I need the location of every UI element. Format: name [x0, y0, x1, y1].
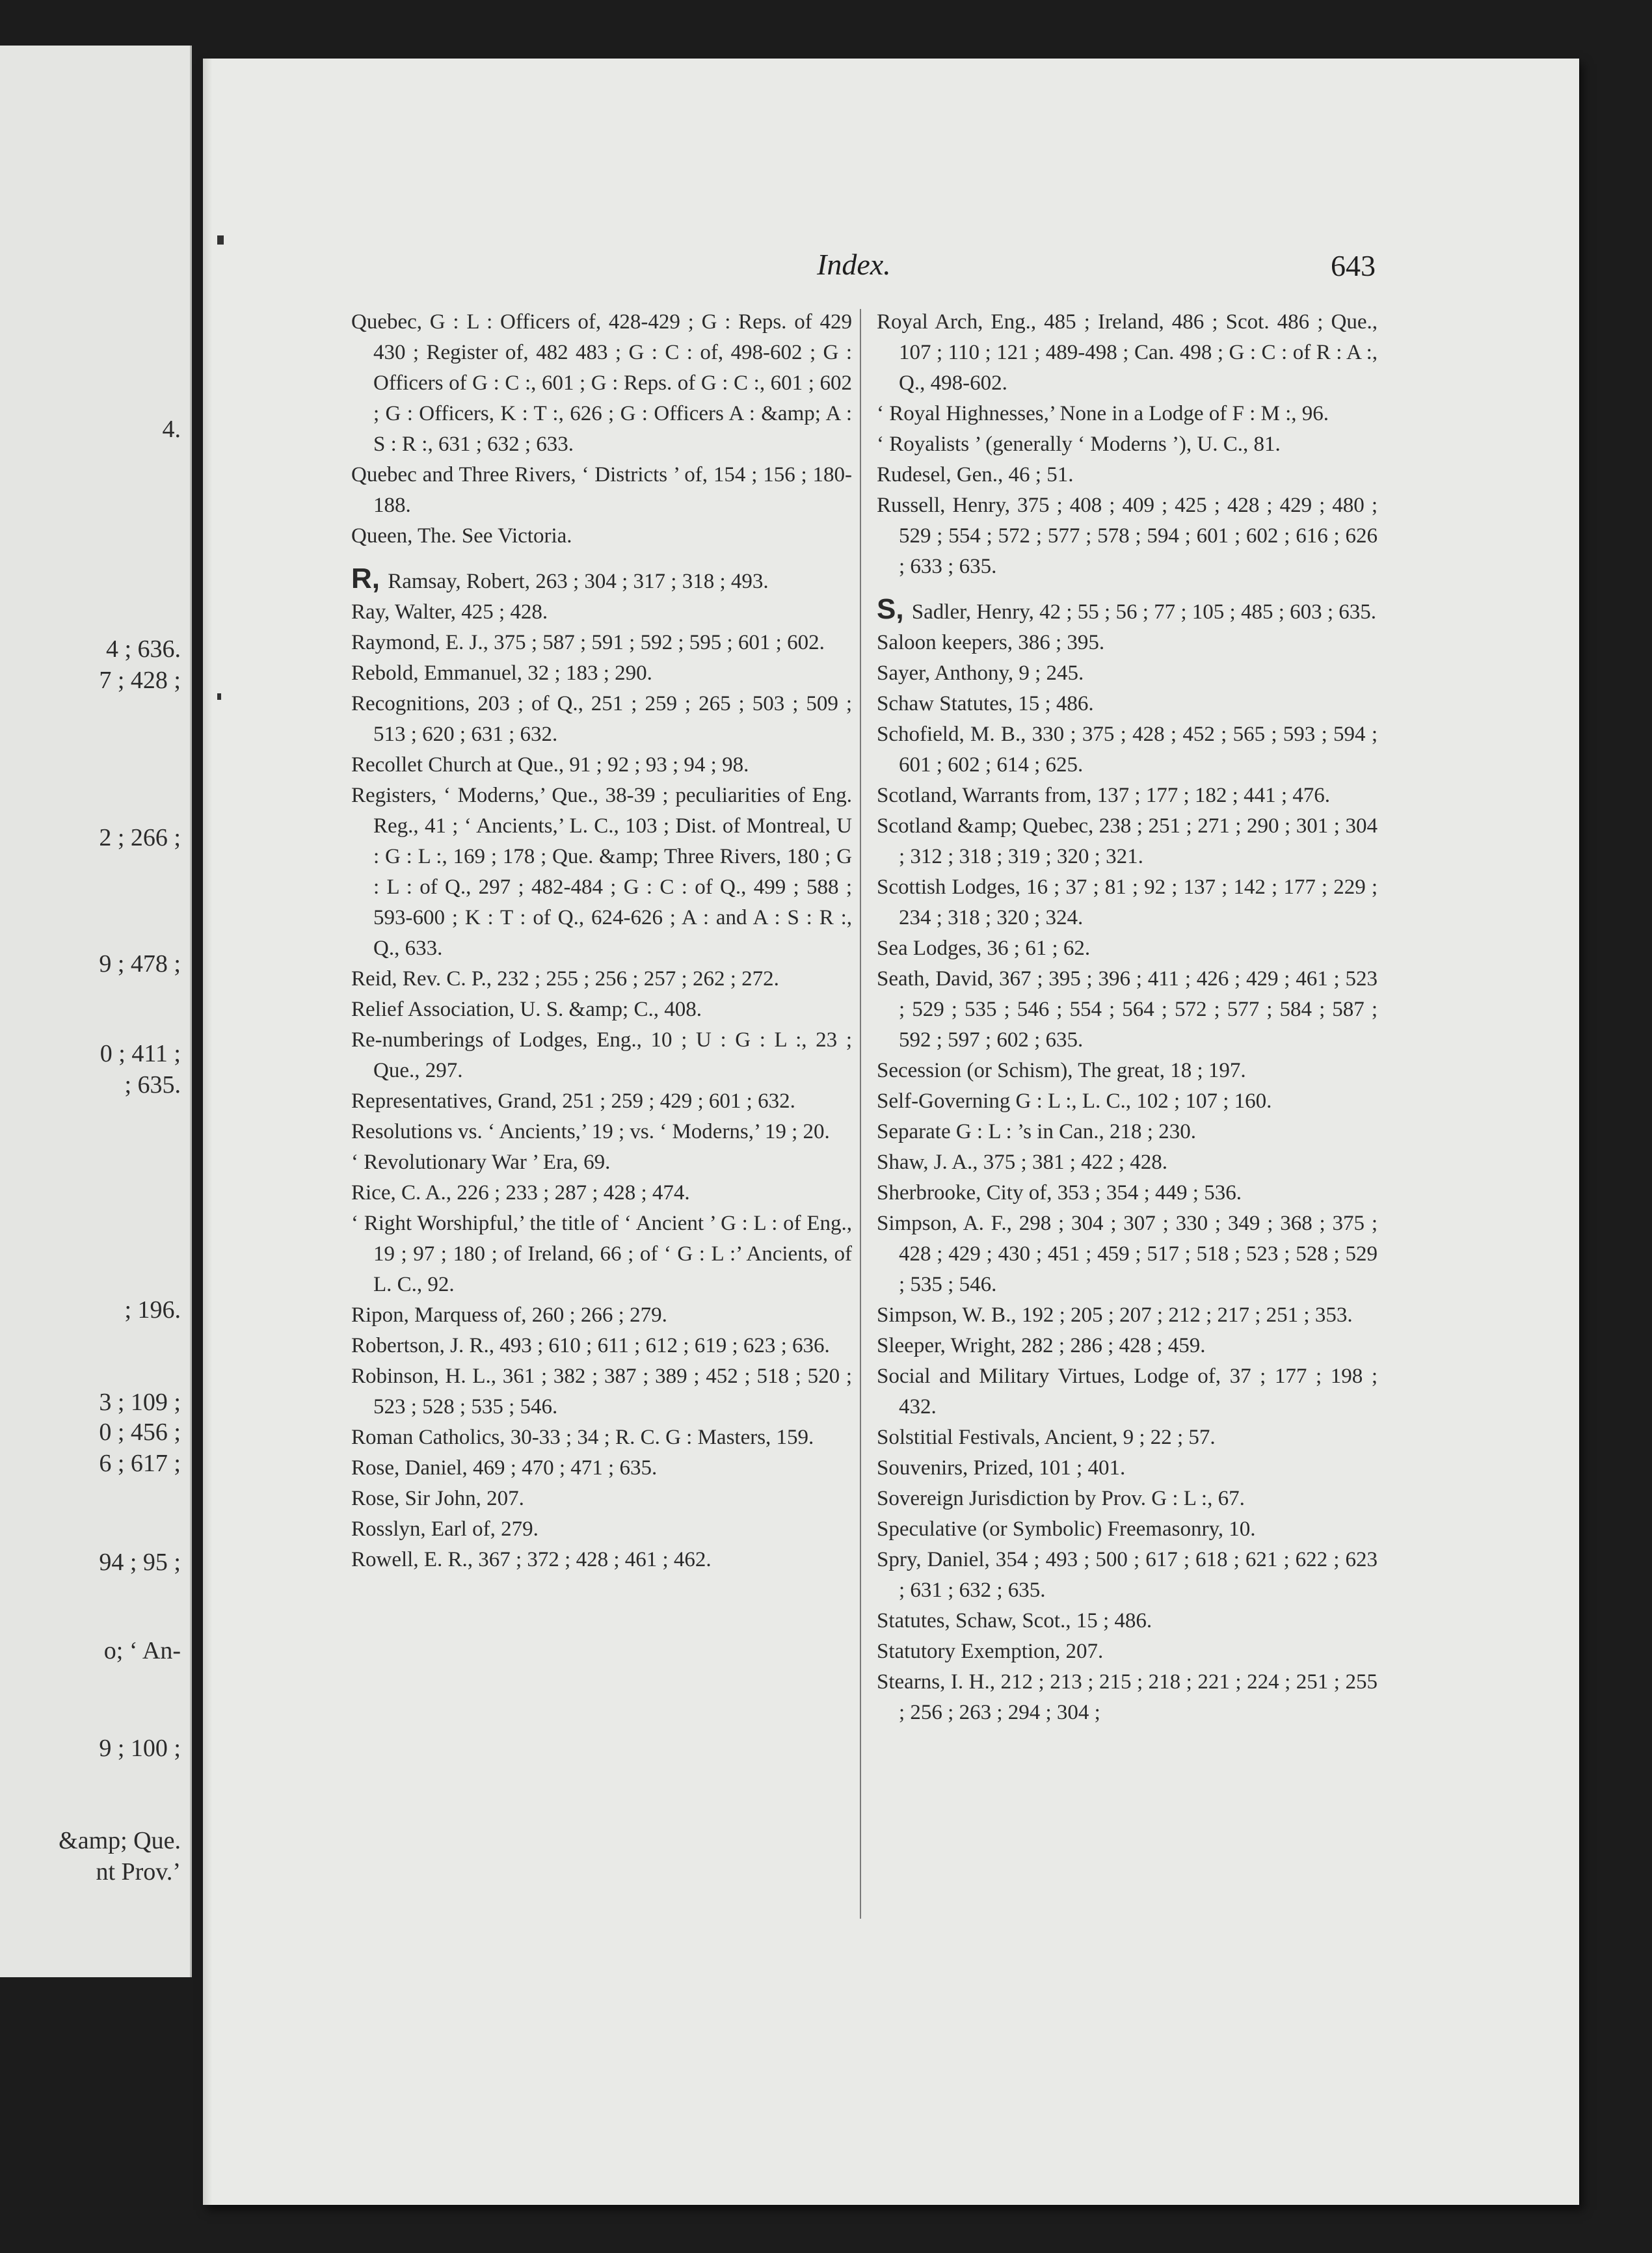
facing-page-fragment: 4 ; 636. — [105, 635, 181, 663]
index-entry — [351, 460, 852, 521]
index-entry — [877, 1208, 1378, 1300]
index-entry-text: Schaw Statutes, 15 ; 486. — [877, 692, 1094, 715]
index-entry — [351, 780, 852, 964]
index-entry-text: Sea Lodges, 36 ; 61 ; 62. — [877, 937, 1091, 960]
index-entry-text: Sayer, Anthony, 9 ; 245. — [877, 661, 1084, 685]
facing-page-fragment: 3 ; 109 ; — [99, 1389, 181, 1416]
index-entry-text: Ramsay, Robert, 263 ; 304 ; 317 ; 318 ; 493. — [388, 570, 769, 593]
index-entry — [877, 1422, 1378, 1453]
index-entry-text: Stearns, I. H., 212 ; 213 ; 215 ; 218 ; 221 ; 224 ; 251 ; 255 ; 256 ; 263 ; 294 ; 304 ; — [877, 1670, 1378, 1724]
index-entry — [877, 1178, 1378, 1208]
index-entry-text: Sadler, Henry, 42 ; 55 ; 56 ; 77 ; 105 ; 485 ; 603 ; 635. — [911, 600, 1377, 624]
index-entry-text: Reid, Rev. C. P., 232 ; 255 ; 256 ; 257 ; 262 ; 272. — [351, 967, 779, 991]
index-entry — [351, 1025, 852, 1086]
facing-page-fragment: 7 ; 428 ; — [99, 667, 181, 694]
index-entry-text: Queen, The. See Victoria. — [351, 524, 572, 548]
index-entry-text: Scottish Lodges, 16 ; 37 ; 81 ; 92 ; 137 ; 142 ; 177 ; 229 ; 234 ; 318 ; 320 ; 324. — [877, 875, 1378, 929]
index-entry — [877, 1086, 1378, 1117]
index-entry — [877, 933, 1378, 964]
facing-page-fragment: o; ‘ An- — [103, 1637, 181, 1664]
index-column-right — [877, 307, 1378, 1728]
index-entry — [877, 460, 1378, 490]
index-column-left — [351, 307, 852, 1575]
index-entry-text: Rosslyn, Earl of, 279. — [351, 1517, 539, 1541]
index-entry — [877, 1361, 1378, 1422]
index-entry — [351, 1484, 852, 1514]
index-entry-text: Self-Governing G : L :, L. C., 102 ; 107 ; 160. — [877, 1089, 1272, 1113]
index-entry-text: Separate G : L : ’s in Can., 218 ; 230. — [877, 1120, 1196, 1143]
facing-page-fragment: &amp; Que. — [59, 1827, 181, 1854]
index-entry — [351, 750, 852, 780]
index-entry-text: Sovereign Jurisdiction by Prov. G : L :, 67. — [877, 1487, 1245, 1510]
index-entry-text: Solstitial Festivals, Ancient, 9 ; 22 ; 57. — [877, 1426, 1216, 1449]
index-entry — [351, 1453, 852, 1484]
index-entry-text: Secession (or Schism), The great, 18 ; 197. — [877, 1059, 1246, 1082]
index-entry-text: Rose, Sir John, 207. — [351, 1487, 524, 1510]
facing-page — [0, 46, 192, 1977]
index-entry — [877, 1484, 1378, 1514]
index-entry-text: Russell, Henry, 375 ; 408 ; 409 ; 425 ; 428 ; 429 ; 480 ; 529 ; 554 ; 572 ; 577 ; 578 ; 594 ; 601 ; 602 ; 616 ; 626 ; 633 ; 635. — [877, 494, 1378, 578]
page-edge-shadow — [203, 59, 212, 2205]
index-entry — [877, 1667, 1378, 1728]
index-entry-text: ‘ Right Worshipful,’ the title of ‘ Ancient ’ G : L : of Eng., 19 ; 97 ; 180 ; of Ireland, 66 ; of ‘ G : L :’ Ancients, of L. C., 92. — [351, 1212, 852, 1296]
index-entry — [351, 1208, 852, 1300]
index-entry-text: Spry, Daniel, 354 ; 493 ; 500 ; 617 ; 618 ; 621 ; 622 ; 623 ; 631 ; 632 ; 635. — [877, 1548, 1378, 1602]
index-entry — [351, 1361, 852, 1422]
index-entry-text: Quebec and Three Rivers, ‘ Districts ’ of, 154 ; 156 ; 180-188. — [351, 463, 852, 517]
index-entry — [877, 1606, 1378, 1636]
index-entry — [877, 1331, 1378, 1361]
index-entry-text: Quebec, G : L : Officers of, 428-429 ; G : Reps. of 429 430 ; Register of, 482 483 ; G : C : of, 498-602 ; G : Officers of G : C :, 601 ; G : Reps. of G : C :, 601 ; 602 ; G : Officers, K : T :, 626 ; G : Officers A : &amp; A : S : R :, 631 ; 632 ; 633. — [351, 310, 852, 456]
index-entry — [877, 1514, 1378, 1545]
index-entry — [877, 307, 1378, 399]
index-entry-text: Shaw, J. A., 375 ; 381 ; 422 ; 428. — [877, 1151, 1168, 1174]
index-entry — [877, 719, 1378, 780]
index-entry — [877, 780, 1378, 811]
index-entry-text: Registers, ‘ Moderns,’ Que., 38-39 ; peculiarities of Eng. Reg., 41 ; ‘ Ancients,’ L. C., 103 ; Dist. of Montreal, U : G : L :, 169 ; 178 ; Que. &amp; Three Rivers, 180 ; G : L : of Q., 297 ; 482-484 ; G : C : of Q., 499 ; 588 ; 593-600 ; K : T : of Q., 624-626 ; A : and A : S : R :, Q., 633. — [351, 784, 852, 960]
facing-page-fragment: nt Prov.’ — [96, 1858, 181, 1886]
facing-page-fragment: 0 ; 456 ; — [99, 1419, 181, 1446]
index-entry — [877, 658, 1378, 689]
index-entry-text: Robinson, H. L., 361 ; 382 ; 387 ; 389 ; 452 ; 518 ; 520 ; 523 ; 528 ; 535 ; 546. — [351, 1365, 852, 1419]
running-head-title: Index. — [817, 248, 891, 281]
index-entry-text: Seath, David, 367 ; 395 ; 396 ; 411 ; 426 ; 429 ; 461 ; 523 ; 529 ; 535 ; 546 ; 554 ; 564 ; 572 ; 577 ; 584 ; 587 ; 592 ; 597 ; 602 ; 635. — [877, 967, 1378, 1052]
index-entry-text: Resolutions vs. ‘ Ancients,’ 19 ; vs. ‘ Moderns,’ 19 ; 20. — [351, 1120, 830, 1143]
index-entry — [351, 563, 852, 597]
index-entry — [877, 1636, 1378, 1667]
index-entry-text: Simpson, W. B., 192 ; 205 ; 207 ; 212 ; 217 ; 251 ; 353. — [877, 1303, 1353, 1327]
index-entry-text: Roman Catholics, 30-33 ; 34 ; R. C. G : Masters, 159. — [351, 1426, 814, 1449]
section-letter: R, — [351, 563, 388, 594]
facing-page-fragment: 0 ; 411 ; — [100, 1040, 181, 1067]
index-entry-text: Schofield, M. B., 330 ; 375 ; 428 ; 452 ; 565 ; 593 ; 594 ; 601 ; 602 ; 614 ; 625. — [877, 723, 1378, 777]
page-number: 643 — [1331, 249, 1376, 282]
index-entry — [351, 1178, 852, 1208]
index-entry-text: Rowell, E. R., 367 ; 372 ; 428 ; 461 ; 462. — [351, 1548, 712, 1571]
index-entry — [877, 628, 1378, 658]
index-entry-text: Simpson, A. F., 298 ; 304 ; 307 ; 330 ; 349 ; 368 ; 375 ; 428 ; 429 ; 430 ; 451 ; 459 ; 517 ; 518 ; 523 ; 528 ; 529 ; 535 ; 546. — [877, 1212, 1378, 1296]
index-entry — [351, 994, 852, 1025]
index-entry-text: Robertson, J. R., 493 ; 610 ; 611 ; 612 ; 619 ; 623 ; 636. — [351, 1334, 830, 1357]
facing-page-fragment: 94 ; 95 ; — [99, 1549, 181, 1576]
index-entry — [877, 1056, 1378, 1086]
index-entry-text: Relief Association, U. S. &amp; C., 408. — [351, 998, 702, 1021]
index-entry-text: Speculative (or Symbolic) Freemasonry, 10. — [877, 1517, 1256, 1541]
index-entry-text: Scotland &amp; Quebec, 238 ; 251 ; 271 ; 290 ; 301 ; 304 ; 312 ; 318 ; 319 ; 320 ; 321. — [877, 814, 1378, 868]
index-entry-text: Rice, C. A., 226 ; 233 ; 287 ; 428 ; 474. — [351, 1181, 690, 1205]
index-entry-text: Raymond, E. J., 375 ; 587 ; 591 ; 592 ; 595 ; 601 ; 602. — [351, 631, 825, 654]
facing-page-fragment: 9 ; 100 ; — [99, 1735, 181, 1762]
index-entry — [351, 597, 852, 628]
index-entry — [351, 1545, 852, 1575]
facing-page-fragment: 2 ; 266 ; — [99, 824, 181, 851]
index-entry-text: Rudesel, Gen., 46 ; 51. — [877, 463, 1074, 487]
index-entry — [877, 399, 1378, 429]
index-entry — [877, 490, 1378, 582]
index-entry — [877, 1147, 1378, 1178]
index-entry — [877, 1117, 1378, 1147]
index-entry-text: Statutes, Schaw, Scot., 15 ; 486. — [877, 1609, 1152, 1633]
index-entry — [351, 1514, 852, 1545]
index-entry — [351, 1086, 852, 1117]
index-entry — [351, 689, 852, 750]
index-entry — [877, 872, 1378, 933]
index-entry-text: Ripon, Marquess of, 260 ; 266 ; 279. — [351, 1303, 667, 1327]
index-entry-text: Saloon keepers, 386 ; 395. — [877, 631, 1105, 654]
section-letter: S, — [877, 593, 912, 625]
margin-mark — [217, 693, 221, 700]
index-entry — [351, 521, 852, 552]
index-entry-text: Sleeper, Wright, 282 ; 286 ; 428 ; 459. — [877, 1334, 1206, 1357]
index-entry-text: Representatives, Grand, 251 ; 259 ; 429 ; 601 ; 632. — [351, 1089, 795, 1113]
index-entry-text: Rebold, Emmanuel, 32 ; 183 ; 290. — [351, 661, 652, 685]
index-entry-text: Rose, Daniel, 469 ; 470 ; 471 ; 635. — [351, 1456, 658, 1480]
index-entry-text: Re-numberings of Lodges, Eng., 10 ; U : G : L :, 23 ; Que., 297. — [351, 1028, 852, 1082]
index-entry-text: Ray, Walter, 425 ; 428. — [351, 600, 548, 624]
facing-page-fragment: 6 ; 617 ; — [99, 1450, 181, 1477]
index-entry-text: Sherbrooke, City of, 353 ; 354 ; 449 ; 536. — [877, 1181, 1242, 1205]
facing-page-fragment: ; 635. — [124, 1071, 181, 1099]
facing-page-fragment: 4. — [162, 416, 181, 443]
index-entry-text: Statutory Exemption, 207. — [877, 1640, 1104, 1663]
index-entry — [351, 628, 852, 658]
index-entry — [351, 1117, 852, 1147]
index-entry — [351, 964, 852, 994]
index-entry-text: Royal Arch, Eng., 485 ; Ireland, 486 ; Scot. 486 ; Que., 107 ; 110 ; 121 ; 489-498 ; Can. 498 ; G : C : of R : A :, Q., 498-602. — [877, 310, 1378, 395]
index-entry — [877, 964, 1378, 1056]
index-entry-text: ‘ Revolutionary War ’ Era, 69. — [351, 1151, 611, 1174]
index-entry-text: ‘ Royal Highnesses,’ None in a Lodge of F : M :, 96. — [877, 402, 1329, 425]
index-entry — [351, 1422, 852, 1453]
index-entry — [877, 1545, 1378, 1606]
index-entry-text: ‘ Royalists ’ (generally ‘ Moderns ’), U. C., 81. — [877, 433, 1281, 456]
facing-page-fragment: 9 ; 478 ; — [99, 950, 181, 978]
index-entry — [351, 1331, 852, 1361]
index-entry-text: Scotland, Warrants from, 137 ; 177 ; 182 ; 441 ; 476. — [877, 784, 1330, 807]
index-entry — [877, 594, 1378, 628]
index-entry-text: Recognitions, 203 ; of Q., 251 ; 259 ; 265 ; 503 ; 509 ; 513 ; 620 ; 631 ; 632. — [351, 692, 852, 746]
index-entry — [877, 429, 1378, 460]
margin-mark — [217, 235, 224, 245]
index-entry — [877, 1453, 1378, 1484]
index-entry — [877, 811, 1378, 872]
index-entry — [877, 1300, 1378, 1331]
index-entry — [351, 1300, 852, 1331]
index-entry — [351, 658, 852, 689]
index-entry — [351, 1147, 852, 1178]
index-entry — [877, 689, 1378, 719]
index-entry-text: Social and Military Virtues, Lodge of, 37 ; 177 ; 198 ; 432. — [877, 1365, 1378, 1419]
facing-page-fragment: ; 196. — [124, 1296, 181, 1324]
index-entry — [351, 307, 852, 460]
column-divider — [860, 309, 861, 1919]
index-entry-text: Souvenirs, Prized, 101 ; 401. — [877, 1456, 1126, 1480]
index-entry-text: Recollet Church at Que., 91 ; 92 ; 93 ; 94 ; 98. — [351, 753, 749, 777]
